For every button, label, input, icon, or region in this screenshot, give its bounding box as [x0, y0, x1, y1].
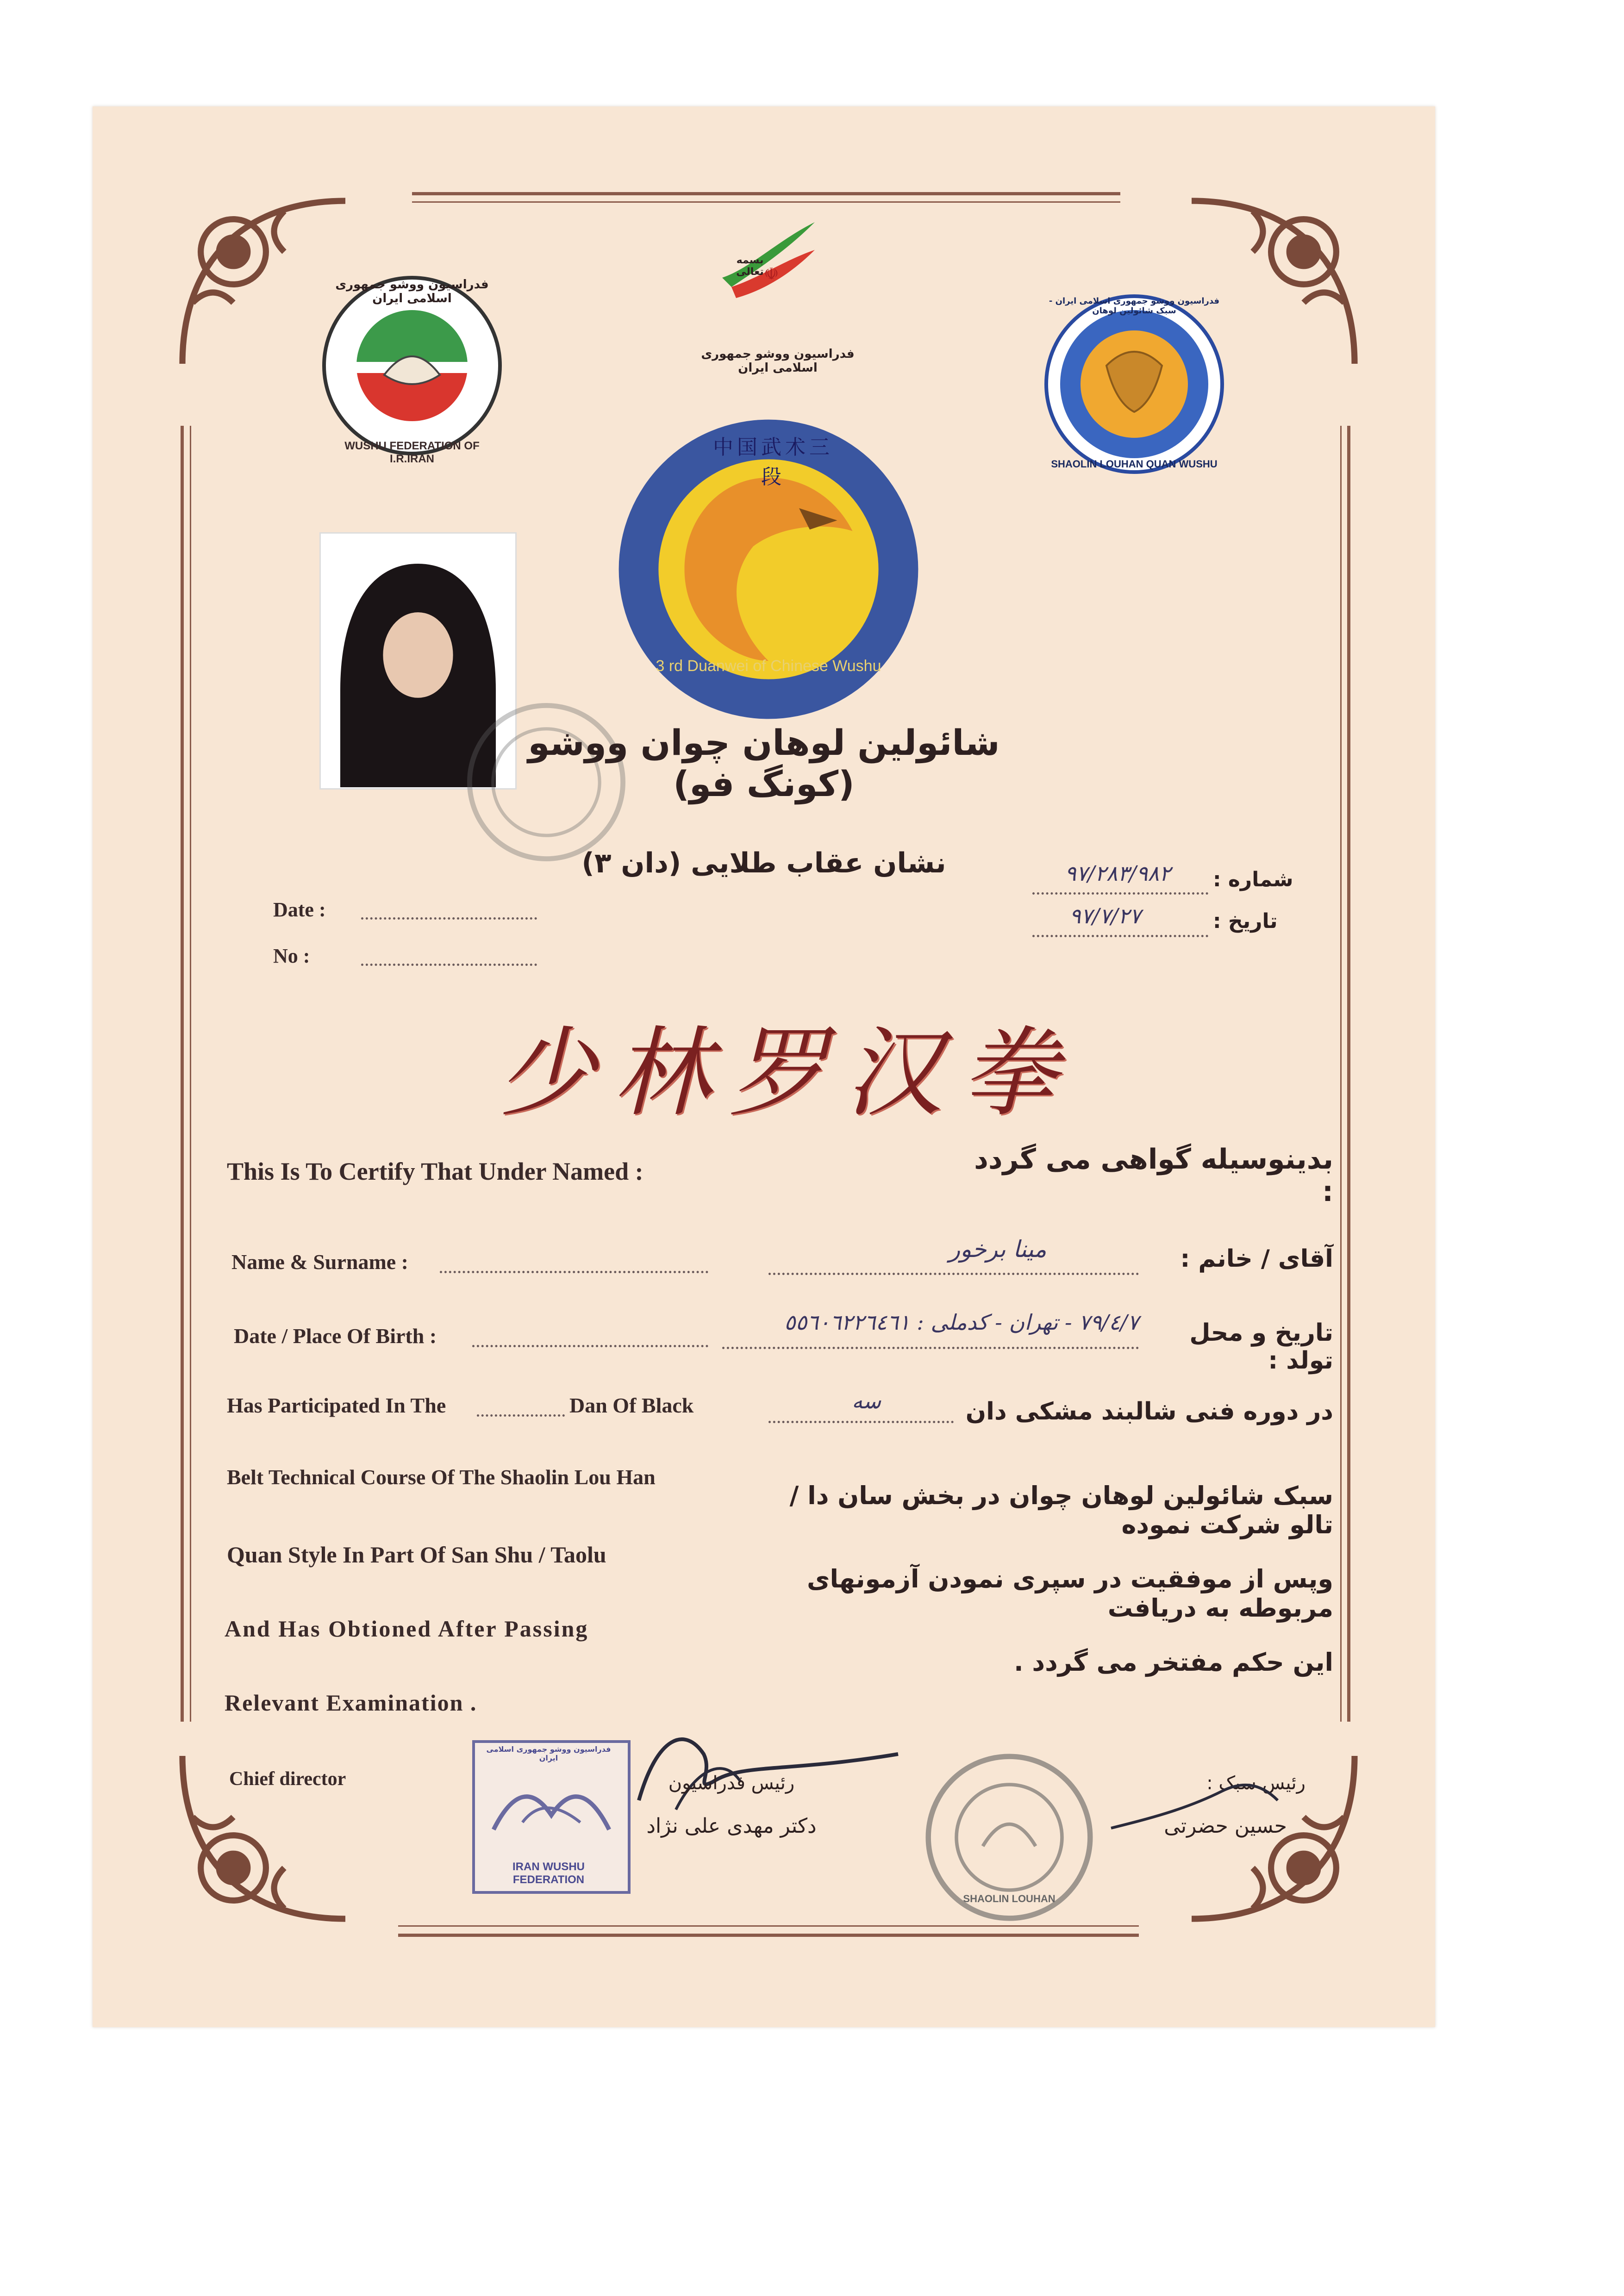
style-head-name: حسین حضرتی	[1164, 1814, 1287, 1838]
course-line-fa: در دوره فنی شالبند مشکی دان	[965, 1398, 1333, 1425]
duanwei-chinese-text: 中国武术三段	[713, 436, 833, 489]
stamp-top-text: فدراسیون ووشو جمهوری اسلامی ایران	[486, 1745, 611, 1762]
right-logo-text-en: SHAOLIN LOUHAN QUAN WUSHU	[1051, 458, 1218, 470]
top-border-line	[412, 192, 1120, 195]
right-border-line-inner	[1340, 426, 1342, 1722]
corner-ornament-bottom-left	[162, 1736, 366, 1939]
dan-of-black-en: Dan Of Black	[569, 1394, 694, 1417]
name-value: مینا برخور	[949, 1236, 1047, 1263]
left-border-line	[181, 426, 184, 1722]
date-dotted-line-en	[361, 917, 537, 920]
dan-dotted-line-en	[477, 1414, 565, 1417]
participated-label-en: Has Participated In The	[227, 1394, 446, 1417]
dan-value: سه	[852, 1388, 881, 1413]
federation-head-title: رئیس فدراسیون	[668, 1773, 795, 1794]
obtained-line-en: And Has Obtioned After Passing	[225, 1616, 589, 1642]
certify-text-fa: بدینوسیله گواهی می گردد :	[974, 1143, 1333, 1208]
top-border-line-inner	[412, 201, 1120, 203]
style-line-en: Quan Style In Part Of San Shu / Taolu	[227, 1542, 606, 1568]
federation-subtitle: فدراسیون ووشو جمهوری اسلامی ایران	[701, 347, 855, 375]
svg-text:☫: ☫	[764, 265, 779, 284]
dob-dotted-line-en	[472, 1345, 708, 1347]
date-value: ٩٧/٧/٢٧	[1069, 903, 1141, 928]
no-label-en: No :	[273, 945, 310, 967]
name-label-en: Name & Surname :	[231, 1250, 408, 1274]
examination-line-en: Relevant Examination .	[225, 1690, 477, 1716]
no-dotted-line-en	[361, 964, 537, 966]
bottom-border-line	[398, 1925, 1139, 1927]
chinese-title: 少林罗汉拳	[497, 1016, 1076, 1130]
certificate-title-fa: شائولین لوهان چوان ووشو (کونگ فو)	[528, 722, 1000, 804]
dob-dotted-line-fa	[722, 1347, 1139, 1349]
stamp-text: IRAN WUSHU FEDERATION	[512, 1860, 585, 1886]
right-logo-text: فدراسیون ووشو جمهوری اسلامی ایران - سبک شائولین لوهان	[1049, 296, 1220, 316]
duanwei-english-text: 3 rd Duanwei of Chinese Wushu	[656, 657, 881, 675]
name-label-fa: آقای / خانم :	[1180, 1245, 1333, 1273]
left-border-line-inner	[190, 426, 191, 1722]
certificate-subtitle-fa: نشان عقاب طلایی (دان ٣)	[581, 847, 946, 879]
date-label-en: Date :	[273, 898, 326, 921]
date-label-fa: تاریخ :	[1213, 909, 1278, 933]
dob-label-en: Date / Place Of Birth :	[234, 1324, 437, 1348]
honored-line-fa: این حکم مفتخر می گردد .	[1014, 1648, 1333, 1677]
number-label-fa: شماره :	[1213, 868, 1293, 891]
number-dotted-line-fa	[1032, 892, 1208, 895]
style-line-fa: سبک شائولین لوهان چوان در بخش سان دا / تالو شرکت نموده	[789, 1481, 1333, 1539]
shaolin-louhan-logo	[1042, 292, 1227, 477]
style-head-title: رئیس سبک :	[1206, 1773, 1305, 1794]
certify-text-en: This Is To Certify That Under Named :	[227, 1157, 643, 1185]
passing-line-fa: وپس از موفقیت در سپری نمودن آزمونهای مربوطه به دریافت	[806, 1564, 1333, 1623]
date-dotted-line-fa	[1032, 935, 1208, 937]
left-logo-text: فدراسیون ووشو جمهوری اسلامی ایران	[335, 278, 489, 305]
dob-value: ٧٩/٤/٧ - تهران - کدملی : ٥٥٦٠٦٢٢٦٤٦١	[784, 1310, 1139, 1335]
federation-head-name: دکتر مهدی علی نژاد	[646, 1814, 817, 1838]
bottom-border-line-inner	[398, 1934, 1139, 1937]
course-line-en: Belt Technical Course Of The Shaolin Lou Han	[227, 1465, 656, 1489]
dan-dotted-line-fa	[768, 1421, 954, 1423]
number-value: ٩٧/٢٨٣/٩٨٢	[1065, 861, 1171, 886]
besmeh-text: بسمه تعالی	[736, 255, 764, 278]
certificate-paper	[93, 106, 1435, 2027]
seal-text: SHAOLIN LOUHAN	[963, 1893, 1056, 1904]
left-logo-text-en: WUSHU FEDERATION OF I.R.IRAN	[344, 440, 480, 465]
chief-director-label: Chief director	[229, 1768, 346, 1790]
right-border-line	[1347, 426, 1350, 1722]
name-dotted-line-fa	[768, 1273, 1139, 1275]
dob-label-fa: تاریخ و محل تولد :	[1189, 1319, 1333, 1375]
name-dotted-line-en	[440, 1271, 708, 1273]
